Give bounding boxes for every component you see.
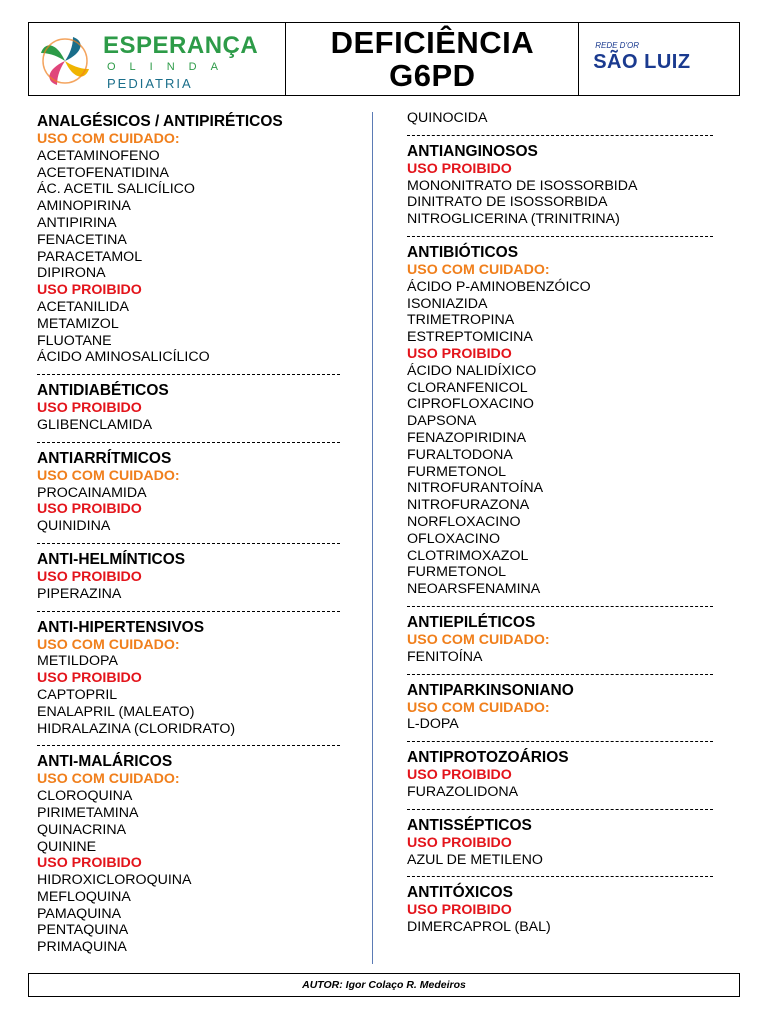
section-separator bbox=[407, 876, 713, 877]
drug-item: FENACETINA bbox=[37, 231, 127, 248]
esperanca-olinda: OLINDA bbox=[107, 61, 232, 73]
author-footer: AUTOR: Igor Colaço R. Medeiros bbox=[28, 973, 740, 997]
section-separator bbox=[407, 606, 713, 607]
caution-label: USO COM CUIDADO: bbox=[37, 771, 180, 788]
drug-item: CAPTOPRIL bbox=[37, 686, 118, 703]
section-title: ANTIANGINOSOS bbox=[407, 142, 538, 160]
drug-item: DINITRATO DE ISOSSORBIDA bbox=[407, 194, 608, 211]
document-header bbox=[28, 22, 740, 96]
drug-section bbox=[37, 449, 340, 535]
left-column bbox=[37, 110, 340, 956]
caution-label: USO COM CUIDADO: bbox=[407, 631, 550, 648]
drug-item: AZUL DE METILENO bbox=[407, 851, 543, 868]
forbidden-label: USO PROIBIDO bbox=[407, 834, 512, 851]
section-title: ANTI-HIPERTENSIVOS bbox=[37, 618, 205, 636]
forbidden-label: USO PROIBIDO bbox=[37, 400, 142, 417]
drug-section bbox=[407, 110, 713, 127]
drug-item: QUINIDINA bbox=[37, 518, 111, 535]
caution-label: USO COM CUIDADO: bbox=[407, 261, 550, 278]
drug-item: OFLOXACINO bbox=[407, 530, 501, 547]
drug-section bbox=[407, 816, 713, 869]
page-title-line2: G6PD bbox=[389, 58, 476, 93]
drug-section bbox=[37, 752, 340, 956]
esperanca-logo-cell bbox=[29, 23, 286, 95]
drug-item: ENALAPRIL (MALEATO) bbox=[37, 703, 195, 720]
section-separator bbox=[407, 135, 713, 136]
drug-item: MEFLOQUINA bbox=[37, 888, 131, 905]
forbidden-label: USO PROIBIDO bbox=[37, 282, 142, 299]
section-title: ANTITÓXICOS bbox=[407, 884, 513, 902]
esperanca-pediatria: PEDIATRIA bbox=[107, 76, 193, 91]
drug-item: DIPIRONA bbox=[37, 265, 106, 282]
drug-item: FURMETONOL bbox=[407, 564, 507, 581]
forbidden-label: USO PROIBIDO bbox=[37, 501, 142, 518]
section-title: ANTIPROTOZOÁRIOS bbox=[407, 749, 569, 767]
drug-item: TRIMETROPINA bbox=[407, 312, 515, 329]
forbidden-label: USO PROIBIDO bbox=[407, 767, 512, 784]
drug-item: L-DOPA bbox=[407, 716, 459, 733]
drug-item: PROCAINAMIDA bbox=[37, 484, 147, 501]
section-title: ANTI-HELMÍNTICOS bbox=[37, 550, 186, 568]
drug-item: PAMAQUINA bbox=[37, 905, 122, 922]
drug-item: HIDROXICLOROQUINA bbox=[37, 872, 192, 889]
drug-item: FURALTODONA bbox=[407, 446, 513, 463]
drug-item: CLOROQUINA bbox=[37, 788, 133, 805]
drug-item: AMINOPIRINA bbox=[37, 198, 131, 215]
drug-item: NITROGLICERINA (TRINITRINA) bbox=[407, 211, 620, 228]
drug-item: FURAZOLIDONA bbox=[407, 783, 519, 800]
drug-section bbox=[407, 613, 713, 666]
drug-section bbox=[407, 748, 713, 801]
drug-item: PIRIMETAMINA bbox=[37, 804, 139, 821]
section-title: ANTIDIABÉTICOS bbox=[37, 382, 169, 400]
sao-luiz-logo bbox=[593, 39, 725, 79]
drug-item: PARACETAMOL bbox=[37, 248, 143, 265]
forbidden-label: USO PROIBIDO bbox=[407, 902, 512, 919]
forbidden-label: USO PROIBIDO bbox=[37, 670, 142, 687]
drug-item: ESTREPTOMICINA bbox=[407, 329, 533, 346]
drug-item: NITROFURAZONA bbox=[407, 497, 530, 514]
drug-item: PRIMAQUINA bbox=[37, 939, 127, 956]
drug-item: PIPERAZINA bbox=[37, 585, 122, 602]
drug-item: QUINOCIDA bbox=[407, 110, 488, 126]
drug-item: DAPSONA bbox=[407, 413, 477, 430]
section-title: ANALGÉSICOS / ANTIPIRÉTICOS bbox=[37, 113, 283, 130]
drug-item: ÁCIDO NALIDÍXICO bbox=[407, 362, 537, 379]
drug-item: PENTAQUINA bbox=[37, 922, 129, 939]
caution-label: USO COM CUIDADO: bbox=[37, 467, 180, 484]
drug-item: QUININE bbox=[37, 838, 97, 855]
drug-section bbox=[407, 142, 713, 228]
drug-item: DIMERCAPROL (BAL) bbox=[407, 919, 551, 936]
section-title: ANTIEPILÉTICOS bbox=[407, 613, 536, 631]
section-separator bbox=[37, 374, 340, 375]
right-column bbox=[407, 110, 713, 936]
drug-item: ACETANILIDA bbox=[37, 298, 129, 315]
section-title: ANTISSÉPTICOS bbox=[407, 816, 532, 834]
rede-dor-label: REDE D'OR bbox=[595, 41, 639, 50]
drug-item: FURMETONOL bbox=[407, 463, 507, 480]
drug-item: FLUOTANE bbox=[37, 332, 112, 349]
drug-item: ANTIPIRINA bbox=[37, 214, 117, 231]
drug-item: NORFLOXACINO bbox=[407, 513, 521, 530]
caution-label: USO COM CUIDADO: bbox=[37, 636, 180, 653]
sao-luiz-wordmark: SÃO LUIZ bbox=[593, 51, 691, 73]
drug-section bbox=[407, 243, 713, 598]
forbidden-label: USO PROIBIDO bbox=[407, 160, 512, 177]
drug-item: FENAZOPIRIDINA bbox=[407, 429, 527, 446]
drug-item: GLIBENCLAMIDA bbox=[37, 416, 153, 433]
forbidden-label: USO PROIBIDO bbox=[407, 345, 512, 362]
esperanca-wordmark: ESPERANÇA bbox=[103, 32, 259, 59]
drug-item: CIPROFLOXACINO bbox=[407, 396, 534, 413]
drug-item: METILDOPA bbox=[37, 653, 118, 670]
section-title: ANTI-MALÁRICOS bbox=[37, 753, 173, 771]
section-separator bbox=[407, 809, 713, 810]
title-cell bbox=[286, 23, 579, 95]
drug-item: NEOARSFENAMINA bbox=[407, 581, 541, 598]
drug-item: NITROFURANTOÍNA bbox=[407, 480, 544, 497]
drug-section bbox=[37, 381, 340, 434]
section-separator bbox=[37, 611, 340, 612]
drug-item: ÁC. ACETIL SALICÍLICO bbox=[37, 181, 195, 198]
drug-item: ACETOFENATIDINA bbox=[37, 164, 169, 181]
drug-item: CLORANFENICOL bbox=[407, 379, 528, 396]
drug-item: ÁCIDO P-AMINOBENZÓICO bbox=[407, 278, 591, 295]
drug-section bbox=[37, 112, 340, 366]
section-separator bbox=[37, 442, 340, 443]
drug-section bbox=[407, 883, 713, 936]
drug-item: ISONIAZIDA bbox=[407, 295, 488, 312]
drug-item: QUINACRINA bbox=[37, 821, 127, 838]
drug-item: ÁCIDO AMINOSALICÍLICO bbox=[37, 349, 210, 366]
drug-item: ACETAMINOFENO bbox=[37, 147, 160, 164]
drug-item: METAMIZOL bbox=[37, 315, 119, 332]
section-separator bbox=[407, 674, 713, 675]
drug-item: MONONITRATO DE ISOSSORBIDA bbox=[407, 177, 638, 194]
drug-item: FENITOÍNA bbox=[407, 648, 483, 665]
drug-item: CLOTRIMOXAZOL bbox=[407, 547, 529, 564]
page-title-line1: DEFICIÊNCIA bbox=[330, 25, 535, 60]
drug-section bbox=[407, 681, 713, 734]
sao-luiz-logo-cell bbox=[579, 23, 739, 95]
section-separator bbox=[407, 236, 713, 237]
section-separator bbox=[37, 745, 340, 746]
esperanca-leaf-icon bbox=[37, 33, 93, 89]
forbidden-label: USO PROIBIDO bbox=[37, 855, 142, 872]
caution-label: USO COM CUIDADO: bbox=[407, 699, 550, 716]
drug-item: HIDRALAZINA (CLORIDRATO) bbox=[37, 720, 236, 737]
esperanca-logo bbox=[37, 31, 281, 91]
section-title: ANTIARRÍTMICOS bbox=[37, 449, 172, 467]
section-title: ANTIBIÓTICOS bbox=[407, 243, 519, 261]
drug-section bbox=[37, 550, 340, 603]
section-separator bbox=[37, 543, 340, 544]
forbidden-label: USO PROIBIDO bbox=[37, 568, 142, 585]
drug-section bbox=[37, 618, 340, 738]
section-separator bbox=[407, 741, 713, 742]
section-title: ANTIPARKINSONIANO bbox=[407, 681, 574, 699]
column-divider bbox=[372, 112, 373, 964]
caution-label: USO COM CUIDADO: bbox=[37, 131, 180, 147]
